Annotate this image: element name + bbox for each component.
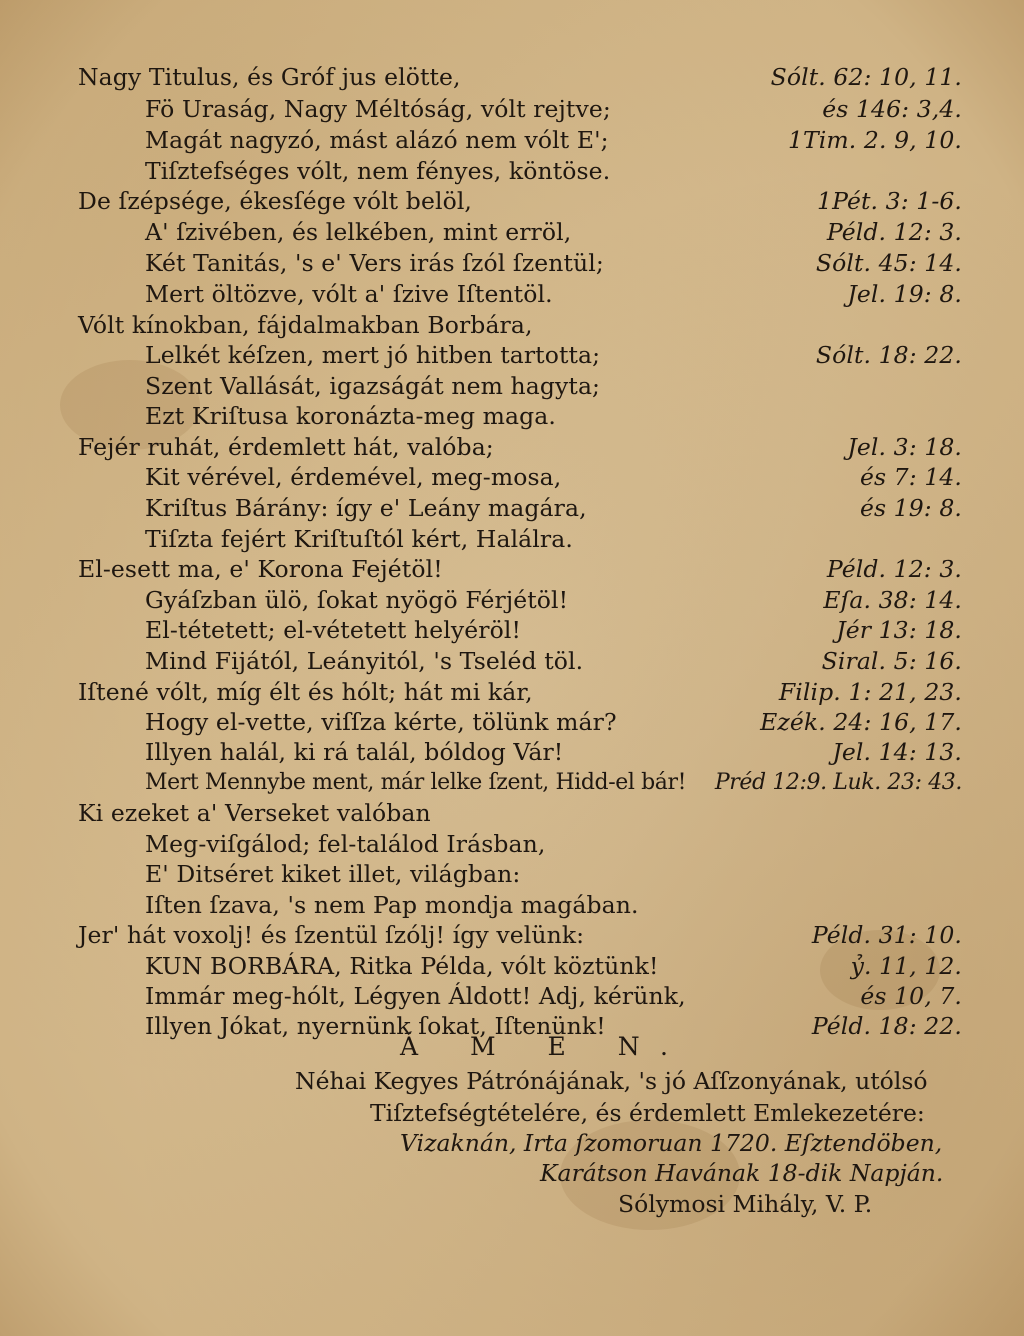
- poem-line: [0, 310, 1024, 340]
- scripture-reference: Sólt. 18: 22.: [815, 341, 962, 369]
- poem-line: [0, 981, 1024, 1011]
- scripture-reference: Siral. 5: 16.: [821, 647, 962, 675]
- poem-line: [0, 524, 1024, 554]
- amen: Á M E N.: [400, 1032, 690, 1061]
- poem-line-text: Mert Mennybe ment, már lelke ſzent, Hidd-el bár!: [145, 770, 687, 795]
- dedication-line: Karátson Havának 18-dik Napján.: [540, 1159, 944, 1187]
- poem-line: [0, 707, 1024, 737]
- poem-line: [0, 829, 1024, 859]
- poem-line: [0, 554, 1024, 584]
- poem-line: [0, 125, 1024, 155]
- poem-line-text: Vólt kínokban, fájdalmakban Borbára,: [78, 311, 533, 339]
- scripture-reference: Péld. 18: 22.: [811, 1012, 962, 1040]
- signature: Sólymosi Mihály, V. P.: [618, 1190, 873, 1218]
- scripture-reference: Jel. 19: 8.: [847, 280, 962, 308]
- poem-line-text: Jer' hát voxolj! és ſzentül ſzólj! így velünk:: [78, 921, 585, 949]
- poem-line-text: A' ſzivében, és lelkében, mint erröl,: [145, 218, 572, 246]
- scripture-reference: Filip. 1: 21, 23.: [778, 678, 962, 706]
- poem-line-text: Fejér ruhát, érdemlett hát, valóba;: [78, 433, 494, 461]
- poem-line: [0, 156, 1024, 186]
- poem-line: [0, 585, 1024, 615]
- poem-line: [0, 340, 1024, 370]
- poem-line: [0, 737, 1024, 767]
- dedication-line: Vizaknán, Irta ſzomoruan 1720. Eſztendöben,: [400, 1129, 943, 1157]
- poem-line-text: Kriſtus Bárány: így e' Leány magára,: [145, 494, 587, 522]
- poem-line-text: Kit vérével, érdemével, meg-mosa,: [145, 463, 562, 491]
- dedication-line: Néhai Kegyes Pátrónájának, 's jó Aſſzonyának, utólsó: [295, 1067, 928, 1095]
- poem-line-text: E' Ditséret kiket illet, világban:: [145, 860, 521, 888]
- poem-line: [0, 890, 1024, 920]
- poem-line-text: Fö Uraság, Nagy Méltóság, vólt rejtve;: [145, 95, 611, 123]
- scripture-reference: Péld. 12: 3.: [826, 218, 962, 246]
- poem-line-text: Mind Fijától, Leányitól, 's Tseléd töl.: [145, 647, 584, 675]
- scripture-reference: ỷ. 11, 12.: [850, 952, 962, 980]
- poem-line: [0, 248, 1024, 278]
- scripture-reference: 1Tim. 2. 9, 10.: [787, 126, 962, 154]
- poem-line-text: Illyen halál, ki rá talál, bóldog Vár!: [145, 738, 564, 766]
- poem-line: [0, 859, 1024, 889]
- scripture-reference: Ezék. 24: 16, 17.: [760, 708, 962, 736]
- poem-line-text: Gyáſzban ülö, ſokat nyögö Férjétöl!: [145, 586, 569, 614]
- poem-line: [0, 798, 1024, 828]
- poem-line-text: Illyen Jókat, nyernünk ſokat, Iſtenünk!: [145, 1012, 606, 1040]
- poem-line-text: Meg-viſgálod; fel-találod Irásban,: [145, 830, 546, 858]
- poem-line: [0, 217, 1024, 247]
- poem-line: [0, 951, 1024, 981]
- poem-line-text: Immár meg-hólt, Légyen Áldott! Adj, kérünk,: [145, 982, 686, 1010]
- scripture-reference: Sólt. 62: 10, 11.: [770, 63, 962, 91]
- poem-line-text: Szent Vallását, igazságát nem hagyta;: [145, 372, 601, 400]
- poem-line: [0, 94, 1024, 124]
- scripture-reference: Jér 13: 18.: [836, 616, 962, 644]
- scripture-reference: Jel. 3: 18.: [847, 433, 962, 461]
- scripture-reference: és 7: 14.: [859, 463, 962, 491]
- poem-line: [0, 462, 1024, 492]
- scripture-reference: és 10, 7.: [860, 982, 962, 1010]
- poem-line-text: Hogy el-vette, viſſza kérte, tölünk már?: [145, 708, 617, 736]
- poem-line-text: El-tétetett; el-vétetett helyéröl!: [145, 616, 522, 644]
- scripture-reference: Péld. 31: 10.: [811, 921, 962, 949]
- poem-line: [0, 62, 1024, 92]
- poem-line: [0, 768, 1024, 798]
- poem-line-text: Tiſztefséges vólt, nem fényes, köntöse.: [145, 157, 611, 185]
- poem-line-text: Iſtené vólt, míg élt és hólt; hát mi kár,: [78, 678, 533, 706]
- poem-line-text: Mert öltözve, vólt a' ſzive Iſtentöl.: [145, 280, 553, 308]
- scripture-reference: Préd 12:9. Luk. 23: 43.: [714, 770, 962, 795]
- poem-line: [0, 677, 1024, 707]
- poem-line-text: Lelkét kéſzen, mert jó hitben tartotta;: [145, 341, 601, 369]
- scripture-reference: Jel. 14: 13.: [832, 738, 962, 766]
- dedication-line: Tiſztefségtételére, és érdemlett Emlekezetére:: [370, 1099, 925, 1127]
- poem-line: [0, 493, 1024, 523]
- poem-line-text: El-esett ma, e' Korona Fejétöl!: [78, 555, 443, 583]
- scripture-reference: Eſa. 38: 14.: [823, 586, 962, 614]
- poem-line-text: Ki ezeket a' Verseket valóban: [78, 799, 431, 827]
- poem-line: [0, 920, 1024, 950]
- poem-line: [0, 401, 1024, 431]
- poem-line: [0, 432, 1024, 462]
- poem-line: [0, 646, 1024, 676]
- poem-line: [0, 279, 1024, 309]
- poem-line-text: Iſten ſzava, 's nem Pap mondja magában.: [145, 891, 639, 919]
- scripture-reference: és 146: 3,4.: [822, 95, 962, 123]
- poem-line-text: Tiſzta fejért Kriſtuſtól kért, Halálra.: [145, 525, 573, 553]
- poem-line: [0, 371, 1024, 401]
- poem-line-text: Nagy Titulus, és Gróf jus elötte,: [78, 63, 461, 91]
- poem-line-text: KUN BORBÁRA, Ritka Példa, vólt köztünk!: [145, 952, 659, 980]
- scripture-reference: és 19: 8.: [859, 494, 962, 522]
- poem-line-text: De ſzépsége, ékesſége vólt belöl,: [78, 187, 472, 215]
- scripture-reference: Péld. 12: 3.: [826, 555, 962, 583]
- scripture-reference: Sólt. 45: 14.: [815, 249, 962, 277]
- poem-line-text: Két Tanitás, 's e' Vers irás ſzól ſzentül;: [145, 249, 604, 277]
- poem-line-text: Magát nagyzó, mást alázó nem vólt E';: [145, 126, 609, 154]
- scripture-reference: 1Pét. 3: 1-6.: [817, 187, 962, 215]
- poem-line: [0, 615, 1024, 645]
- poem-line: [0, 186, 1024, 216]
- poem-line-text: Ezt Kriſtusa koronázta-meg maga.: [145, 402, 556, 430]
